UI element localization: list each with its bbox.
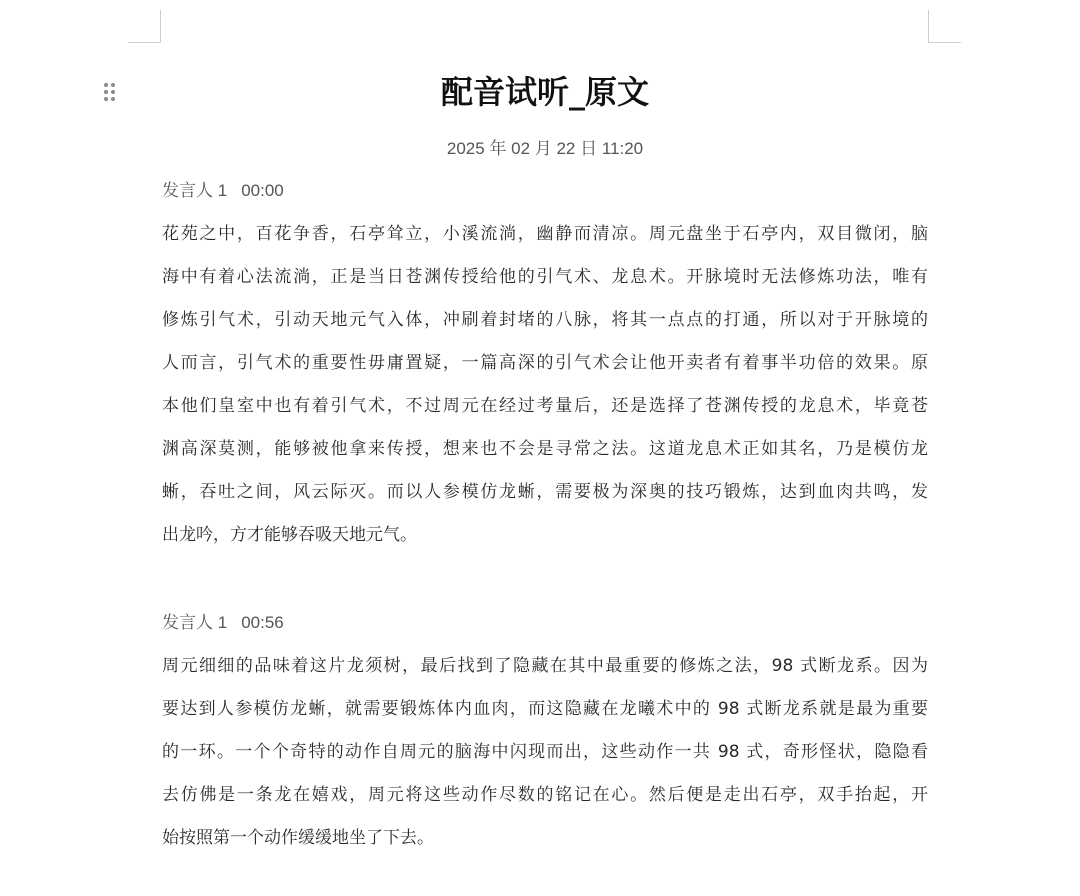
transcript-line[interactable]: 始按照第一个动作缓缓地坐了下去。 xyxy=(162,828,434,848)
transcript-line[interactable]: 要达到人参模仿龙蜥，就需要锻炼体内血肉，而这隐藏在龙曦术中的 98 式断龙系就是最为重要 xyxy=(162,699,928,719)
transcript-line[interactable]: 本他们皇室中也有着引气术，不过周元在经过考量后，还是选择了苍渊传授的龙息术，毕竟苍 xyxy=(162,396,928,416)
document-date: 2025 年 02 月 22 日 11:20 xyxy=(446,139,644,158)
page-corner-top-left xyxy=(128,10,161,43)
transcript-line[interactable]: 去仿佛是一条龙在嬉戏，周元将这些动作尽数的铭记在心。然后便是走出石亭，双手抬起，开 xyxy=(162,785,928,805)
drag-handle-icon[interactable] xyxy=(104,83,118,103)
transcript-line[interactable]: 渊高深莫测，能够被他拿来传授，想来也不会是寻常之法。这道龙息术正如其名，乃是模仿龙 xyxy=(162,439,928,459)
transcript-line[interactable]: 海中有着心法流淌，正是当日苍渊传授给他的引气术、龙息术。开脉境时无法修炼功法，唯有 xyxy=(162,267,928,287)
transcript-line[interactable]: 的一环。一个个奇特的动作自周元的脑海中闪现而出，这些动作一共 98 式，奇形怪状，隐隐看 xyxy=(162,742,928,762)
transcript-line[interactable]: 出龙吟，方才能够吞吸天地元气。 xyxy=(162,525,417,545)
speaker-timestamp[interactable]: 00:00 xyxy=(241,181,284,200)
speaker-name: 发言人 1 xyxy=(162,181,228,200)
transcript-line[interactable]: 人而言，引气术的重要性毋庸置疑，一篇高深的引气术会让他开卖者有着事半功倍的效果。原 xyxy=(162,353,928,373)
page-corner-top-right xyxy=(928,10,961,43)
transcript-line[interactable]: 花苑之中，百花争香，石亭耸立，小溪流淌，幽静而清凉。周元盘坐于石亭内，双目微闭，脑 xyxy=(162,224,928,244)
speaker-name: 发言人 1 xyxy=(162,613,228,632)
transcript-line[interactable]: 蜥，吞吐之间，风云际灭。而以人参模仿龙蜥，需要极为深奥的技巧锻炼，达到血肉共鸣，发 xyxy=(162,482,928,502)
speaker-header xyxy=(162,610,284,636)
document-title[interactable]: 配音试听_原文 xyxy=(440,73,649,111)
transcript-line[interactable]: 周元细细的品味着这片龙须树，最后找到了隐藏在其中最重要的修炼之法，98 式断龙系。因为 xyxy=(162,656,928,676)
transcript-line[interactable]: 修炼引气术，引动天地元气入体，冲刷着封堵的八脉，将其一点点的打通，所以对于开脉境的 xyxy=(162,310,928,330)
speaker-timestamp[interactable]: 00:56 xyxy=(241,613,284,632)
speaker-header xyxy=(162,178,284,204)
